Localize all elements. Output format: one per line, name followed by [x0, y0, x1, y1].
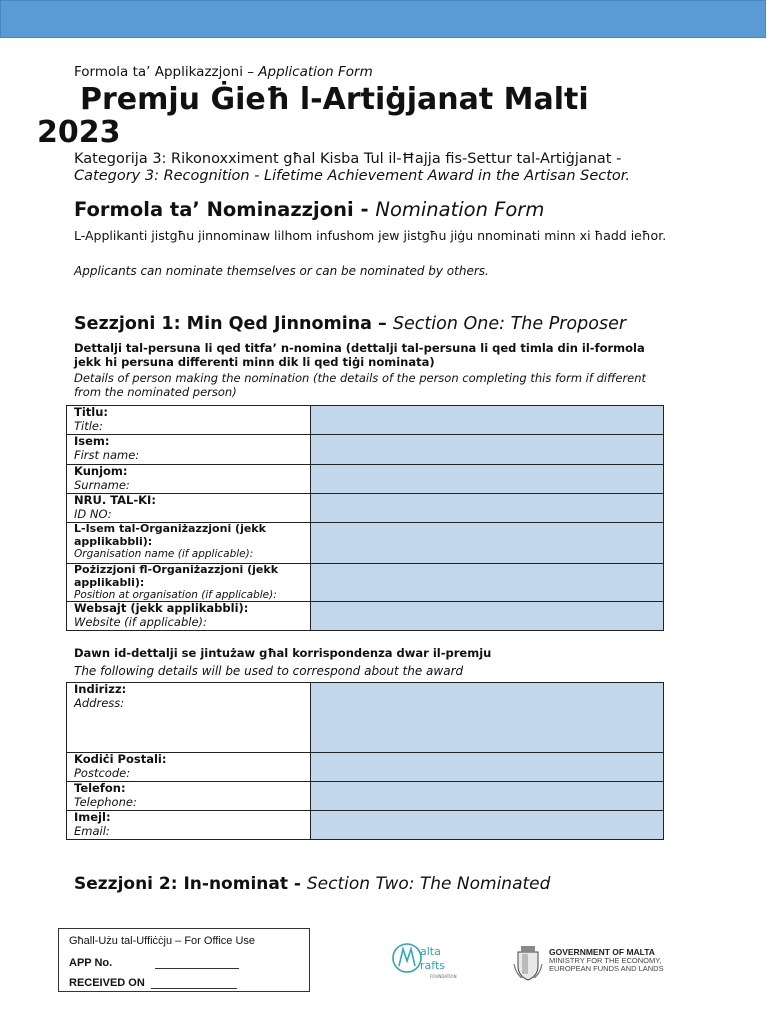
first-name-field[interactable] — [311, 435, 664, 465]
page-title: Premju Ġieħ l-Artiġjanat Malti — [80, 82, 589, 117]
form-label: Formola ta’ Applikazzjoni – Application Form — [74, 64, 373, 80]
government-logo — [512, 944, 682, 984]
field-label: Pożizzjoni fl-Organiżazzjoni (jekk applikabli): Position at organisation (if applicable): — [67, 564, 311, 602]
office-use-box — [58, 928, 310, 992]
proposer-table — [66, 405, 664, 631]
surname-field[interactable] — [311, 465, 664, 494]
organisation-position-field[interactable] — [311, 564, 664, 602]
telephone-field[interactable] — [311, 782, 664, 811]
field-label: Telefon: Telephone: — [67, 782, 311, 811]
app-no-label: APP No. — [69, 957, 113, 969]
nomination-form-heading: Formola ta’ Nominazzjoni - Nomination Form — [74, 198, 545, 221]
section2-heading: Sezzjoni 2: In-nominat - Section Two: The Nominated — [74, 874, 551, 894]
category-text: Kategorija 3: Rikonoxximent għal Kisba Tul il-Ħajja fis-Settur tal-Artiġjanat - Category 3: Recognition - Lifetime Achievement Award in the Artisan Sector. — [74, 151, 631, 184]
table-row — [67, 406, 664, 435]
malta-crafts-logo-icon — [390, 936, 470, 986]
field-label: Isem: First name: — [67, 435, 311, 465]
table-row — [67, 753, 664, 782]
email-field[interactable] — [311, 811, 664, 840]
logo-text-2: rafts — [420, 959, 445, 972]
table-row — [67, 494, 664, 523]
postcode-field[interactable] — [311, 753, 664, 782]
malta-crafts-logo — [390, 936, 470, 986]
logo-text-1: alta — [420, 945, 441, 958]
office-use-heading: Għall-Użu tal-Uffiċċju – For Office Use — [69, 935, 256, 947]
field-label: Websajt (jekk applikabbli): Website (if applicable): — [67, 602, 311, 631]
logo-text-small: FOUNDATION — [430, 974, 457, 979]
id-number-field[interactable] — [311, 494, 664, 523]
field-label: Kunjom: Surname: — [67, 465, 311, 494]
section1-heading: Sezzjoni 1: Min Qed Jinnomina – Section One: The Proposer — [74, 314, 627, 334]
field-label: Indirizz: Address: — [67, 683, 311, 753]
title-field[interactable] — [311, 406, 664, 435]
section1-subtitle-en: Details of person making the nomination (the details of the person completing this form if different from the nominated person) — [74, 371, 647, 399]
correspondence-subtitle: The following details will be used to correspond about the award — [74, 664, 464, 678]
government-text: GOVERNMENT OF MALTA MINISTRY FOR THE ECONOMY, EUROPEAN FUNDS AND LANDS — [549, 947, 664, 973]
table-row — [67, 465, 664, 494]
address-field[interactable] — [311, 683, 664, 753]
received-on-label: RECEIVED ON — [69, 977, 145, 989]
table-row — [67, 782, 664, 811]
table-row — [67, 602, 664, 631]
app-no-line — [155, 968, 239, 969]
field-label: NRU. TAL-KI: ID NO: — [67, 494, 311, 523]
table-row — [67, 811, 664, 840]
table-row — [67, 564, 664, 602]
nomination-info-mt: L-Applikanti jistgħu jinnominaw lilhom infushom jew jistgħu jiġu nnominati minn xi ħadd ieħor. — [74, 228, 667, 243]
field-label: L-Isem tal-Organiżazzjoni (jekk applikabbli): Organisation name (if applicable): — [67, 523, 311, 564]
section1-subtitle-mt: Dettalji tal-persuna li qed titfa’ n-nomina (dettalji tal-persuna li qed timla din il-formola jekk hi persuna differenti minn dik li qed tiġi nominata) — [74, 341, 645, 369]
field-label: Imejl: Email: — [67, 811, 311, 840]
header-bar — [0, 0, 766, 38]
received-on-line — [151, 988, 237, 989]
page-title-year: 2023 — [37, 115, 121, 150]
nomination-info-en: Applicants can nominate themselves or can be nominated by others. — [74, 264, 489, 278]
field-label: Titlu: Title: — [67, 406, 311, 435]
coat-of-arms-icon — [512, 944, 544, 982]
correspondence-heading: Dawn id-dettalji se jintużaw għal korrispondenza dwar il-premju — [74, 646, 492, 660]
website-field[interactable] — [311, 602, 664, 631]
table-row — [67, 683, 664, 753]
contact-table — [66, 682, 664, 840]
table-row — [67, 523, 664, 564]
table-row — [67, 435, 664, 465]
organisation-name-field[interactable] — [311, 523, 664, 564]
field-label: Kodiċi Postali: Postcode: — [67, 753, 311, 782]
